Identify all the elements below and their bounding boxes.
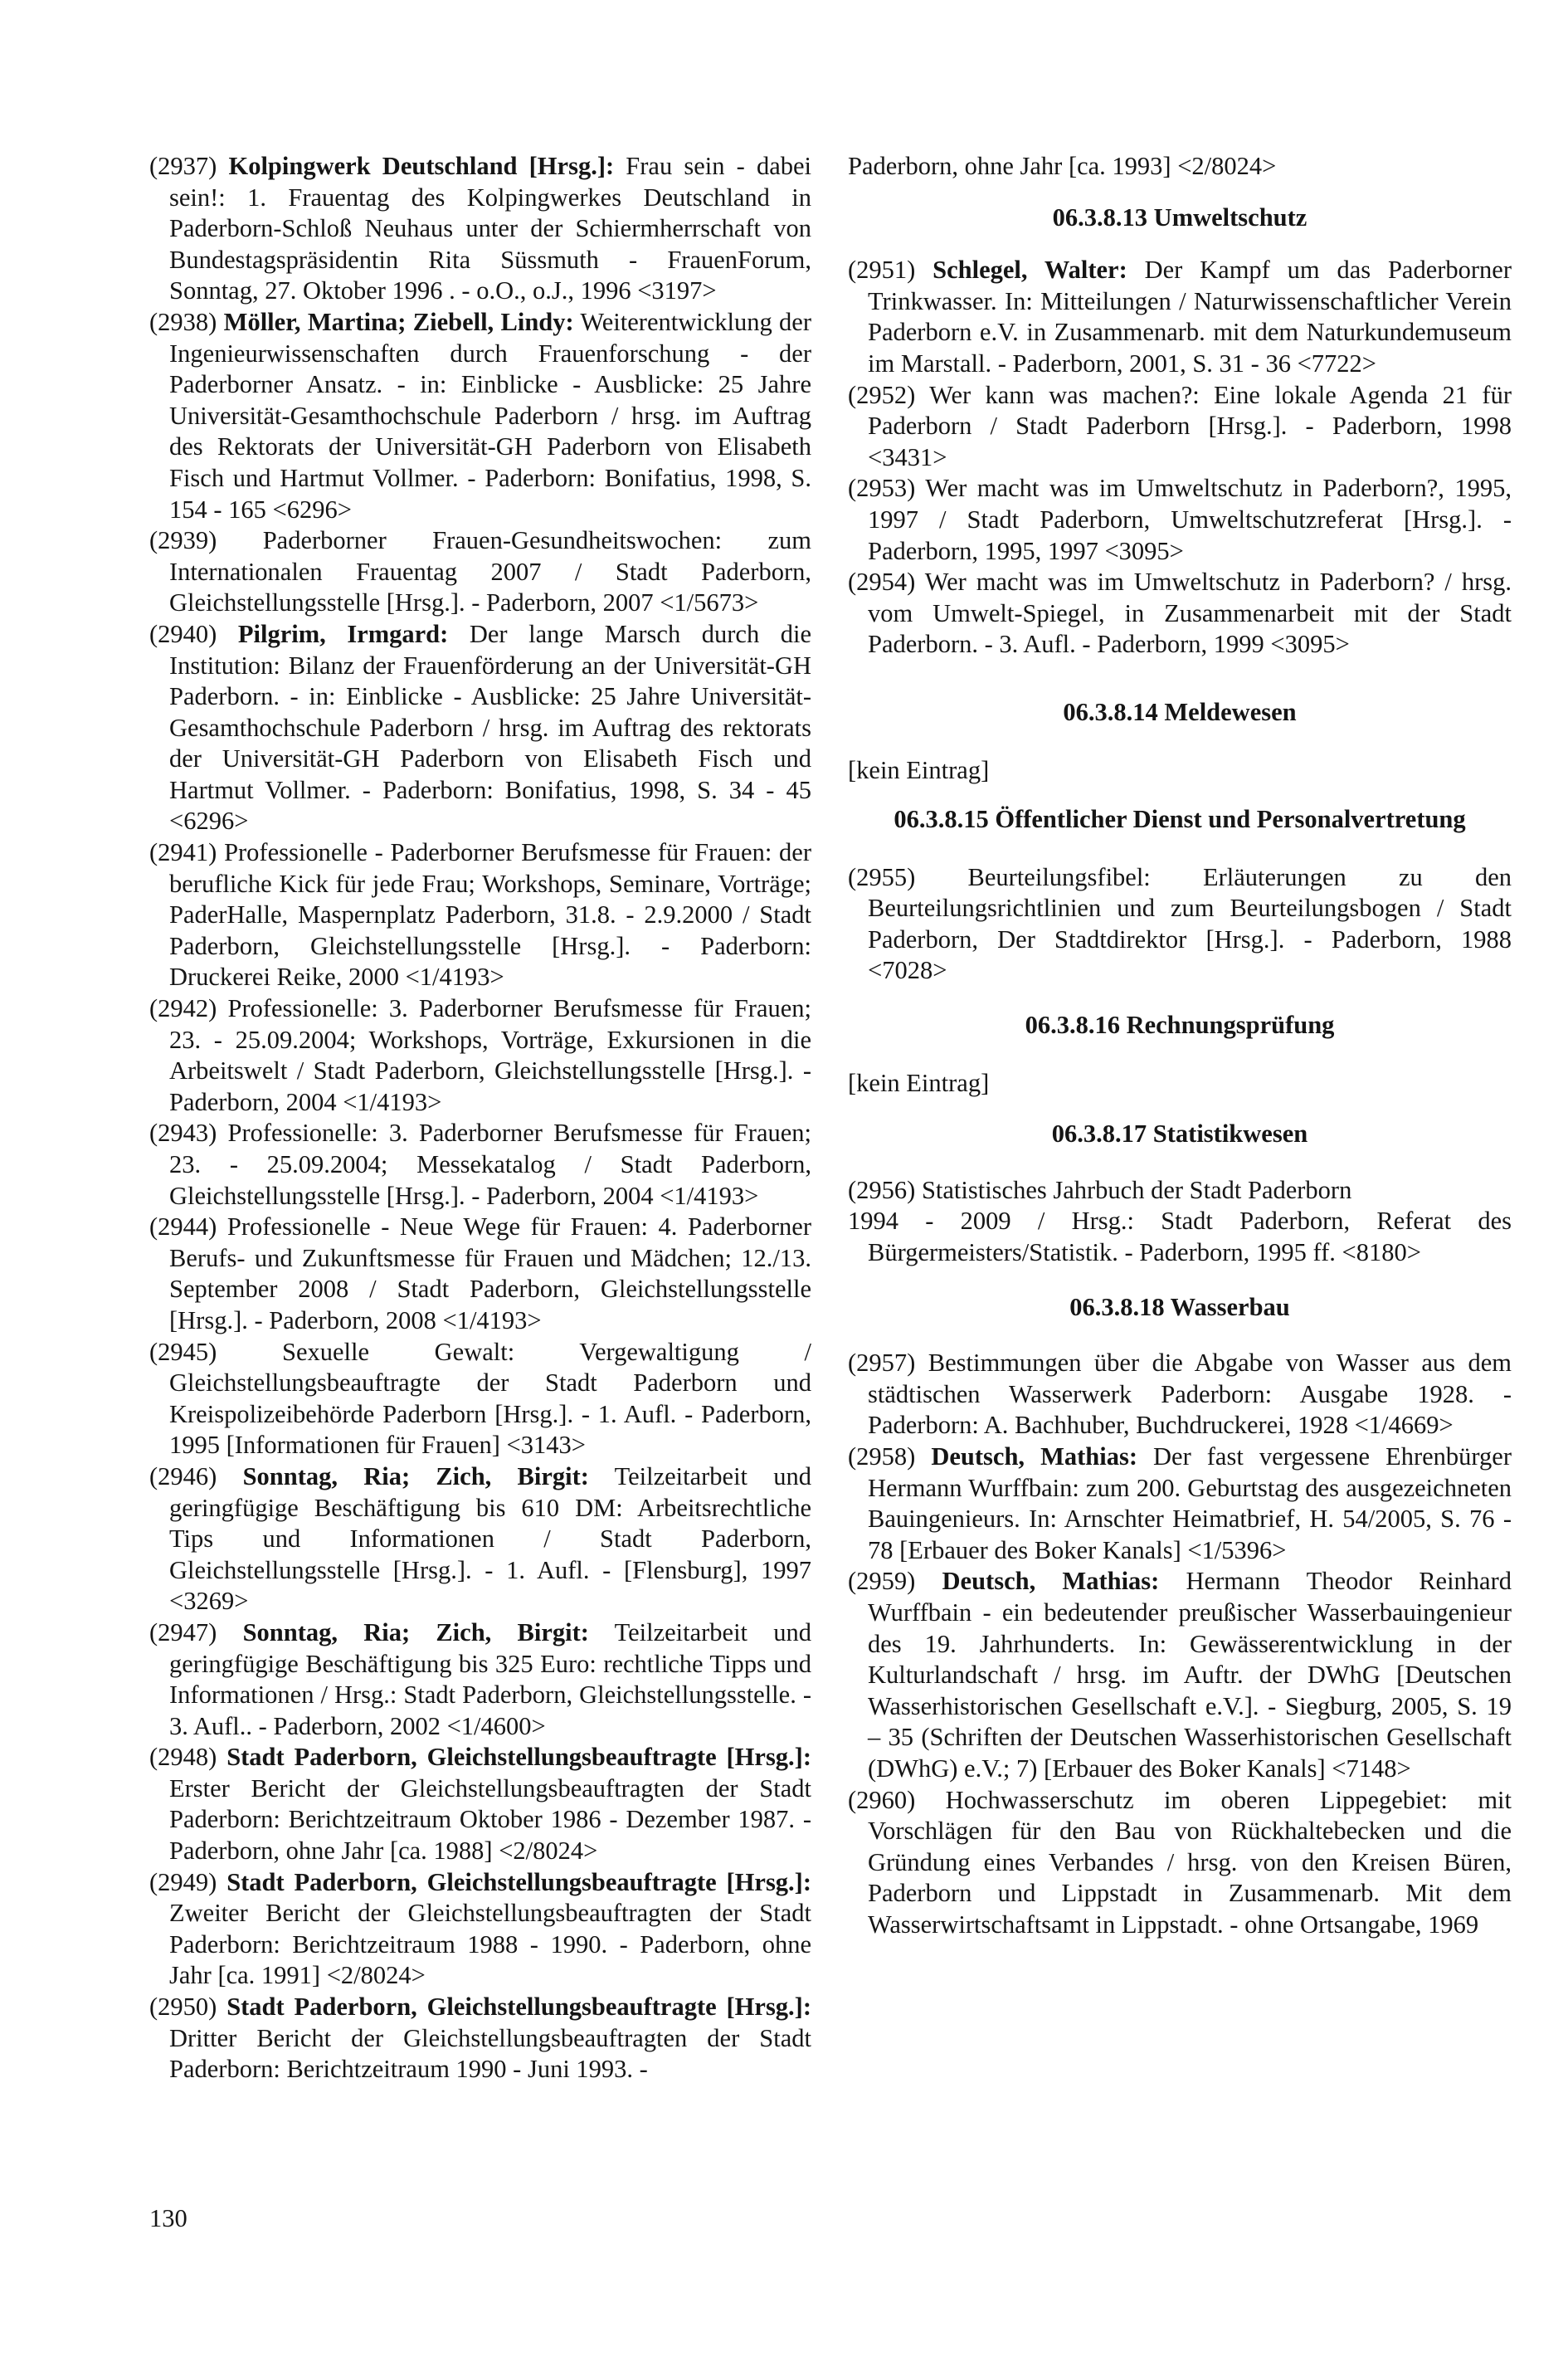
entry-2937: (2937) Kolpingwerk Deutschland [Hrsg.]: Frau sein - dabei sein!: 1. Frauentag des Kolpingwerkes Deutschland in Paderborn-Schloß Neuhaus unter der Schiermherrschaft von Bundestagspräsidentin Rita Süssmuth - FrauenForum, Sonntag, 27. Oktober 1996 . - o.O., o.J., 1996 <3197> (149, 152, 811, 305)
continuation-2950: Paderborn, ohne Jahr [ca. 1993] <2/8024> (848, 152, 1277, 180)
entry-2956-line1: (2956) Statistisches Jahrbuch der Stadt Paderborn (848, 1175, 1352, 1204)
entry-2949: (2949) Stadt Paderborn, Gleichstellungsbeauftragte [Hrsg.]: Zweiter Bericht der Gleichstellungsbeauftragten der Stadt Paderborn: Berichtzeitraum 1988 - 1990. - Paderborn, ohne Jahr [ca. 1991] <2/8024> (149, 1867, 811, 1990)
entry-2939: (2939) Paderborner Frauen-Gesundheitswochen: zum Internationalen Frauentag 2007 / Stadt Paderborn, Gleichstellungsstelle [Hrsg.]. - Paderborn, 2007 <1/5673> (149, 526, 811, 617)
entry-2960: (2960) Hochwasserschutz im oberen Lippegebiet: mit Vorschlägen für den Bau von Rückhaltebecken und die Gründung eines Verbandes / hrsg. von den Kreisen Büren, Paderborn und Lippstadt in Zusammenarb. Mit dem Wasserwirtschaftsamt in Lippstadt. - ohne Ortsangabe, 1969 (848, 1785, 1512, 1939)
entry-2957: (2957) Bestimmungen über die Abgabe von Wasser aus dem städtischen Wasserwerk Paderborn: Ausgabe 1928. - Paderborn: A. Bachhuber, Buchdruckerei, 1928 <1/4669> (848, 1349, 1512, 1440)
heading-oeffentlicher-dienst: 06.3.8.15 Öffentlicher Dienst und Personalvertretung (894, 805, 1466, 834)
page-number: 130 (149, 2204, 187, 2232)
note-kein-eintrag-16: [kein Eintrag] (848, 1068, 990, 1097)
entry-2951: (2951) Schlegel, Walter: Der Kampf um das Paderborner Trinkwasser. In: Mitteilungen / Naturwissenschaftlicher Verein Paderborn e.V. in Zusammenarb. mit dem Naturkundemuseum im Marstall. - Paderborn, 2001, S. 31 - 36 <7722> (848, 256, 1512, 378)
entry-2945: (2945) Sexuelle Gewalt: Vergewaltigung / Gleichstellungsbeauftragte der Stadt Paderborn und Kreispolizeibehörde Paderborn [Hrsg.]. - 1. Aufl. - Paderborn, 1995 [Informationen für Frauen] <3143> (149, 1337, 811, 1460)
heading-umweltschutz: 06.3.8.13 Umweltschutz (1052, 202, 1307, 232)
heading-wasserbau: 06.3.8.18 Wasserbau (1069, 1292, 1290, 1321)
entry-2958: (2958) Deutsch, Mathias: Der fast vergessene Ehrenbürger Hermann Wurffbain: zum 200. Geburtstag des ausgezeichneten Bauingenieurs. In: Arnschter Heimatbrief, H. 54/2005, S. 76 - 78 [Erbauer des Boker Kanals] <1/5396> (848, 1442, 1512, 1564)
entry-2947: (2947) Sonntag, Ria; Zich, Birgit: Teilzeitarbeit und geringfügige Beschäftigung bis 325 Euro: rechtliche Tipps und Informationen / Hrsg.: Stadt Paderborn, Gleichstellungsstelle. - 3. Aufl.. - Paderborn, 2002 <1/4600> (149, 1617, 811, 1740)
entry-2950: (2950) Stadt Paderborn, Gleichstellungsbeauftragte [Hrsg.]: Dritter Bericht der Gleichstellungsbeauftragten der Stadt Paderborn: Berichtzeitraum 1990 - Juni 1993. - (149, 1993, 811, 2084)
entry-2959: (2959) Deutsch, Mathias: Hermann Theodor Reinhard Wurffbain - ein bedeutender preußischer Wasserbauingenieur des 19. Jahrhunderts. In: Gewässerentwicklung in der Kulturlandschaft / hrsg. im Auftr. der DWhG [Deutschen Wasserhistorischen Gesellschaft e.V.]. - Siegburg, 2005, S. 19 – 35 (Schriften der Deutschen Wasserhistorischen Gesellschaft (DWhG) e.V.; 7) [Erbauer des Boker Kanals] <7148> (848, 1567, 1512, 1783)
entry-2953: (2953) Wer macht was im Umweltschutz in Paderborn?, 1995, 1997 / Stadt Paderborn, Umweltschutzreferat [Hrsg.]. - Paderborn, 1995, 1997 <3095> (848, 474, 1512, 565)
entry-2938: (2938) Möller, Martina; Ziebell, Lindy: Weiterentwicklung der Ingenieurwissenschaften durch Frauenforschung - der Paderborner Ansatz. - in: Einblicke - Ausblicke: 25 Jahre Universität-Gesamthochschule Paderborn / hrsg. im Auftrag des Rektorats der Universität-GH Paderborn von Elisabeth Fisch und Hartmut Vollmer. - Paderborn: Bonifatius, 1998, S. 154 - 165 <6296> (149, 307, 811, 524)
heading-rechnungspruefung: 06.3.8.16 Rechnungsprüfung (1025, 1011, 1335, 1040)
entry-2946: (2946) Sonntag, Ria; Zich, Birgit: Teilzeitarbeit und geringfügige Beschäftigung bis 610 DM: Arbeitsrechtliche Tips und Informationen / Stadt Paderborn, Gleichstellungsstelle [Hrsg.]. - 1. Aufl. - [Flensburg], 1997 <3269> (149, 1461, 811, 1616)
entry-2942: (2942) Professionelle: 3. Paderborner Berufsmesse für Frauen; 23. - 25.09.2004; Workshops, Vorträge, Exkursionen in die Arbeitswelt / Stadt Paderborn, Gleichstellungsstelle [Hrsg.]. - Paderborn, 2004 <1/4193> (149, 994, 811, 1116)
entry-2943: (2943) Professionelle: 3. Paderborner Berufsmesse für Frauen; 23. - 25.09.2004; Messekatalog / Stadt Paderborn, Gleichstellungsstelle [Hrsg.]. - Paderborn, 2004 <1/4193> (149, 1119, 811, 1210)
entry-2940: (2940) Pilgrim, Irmgard: Der lange Marsch durch die Institution: Bilanz der Frauenförderung an der Universität-GH Paderborn. - in: Einblicke - Ausblicke: 25 Jahre Universität-Gesamthochschule Paderborn / hrsg. im Auftrag des rektorats der Universität-GH Paderborn von Elisabeth Fisch und Hartmut Vollmer. - Paderborn: Bonifatius, 1998, S. 34 - 45 <6296> (149, 619, 812, 836)
entry-2955: (2955) Beurteilungsfibel: Erläuterungen zu den Beurteilungsrichtlinien und zum Beurteilungsbogen / Stadt Paderborn, Der Stadtdirektor [Hrsg.]. - Paderborn, 1988 <7028> (848, 862, 1512, 985)
entry-2948: (2948) Stadt Paderborn, Gleichstellungsbeauftragte [Hrsg.]: Erster Bericht der Gleichstellungsbeauftragten der Stadt Paderborn: Berichtzeitraum Oktober 1986 - Dezember 1987. - Paderborn, ohne Jahr [ca. 1988] <2/8024> (149, 1743, 811, 1866)
entry-2954: (2954) Wer macht was im Umweltschutz in Paderborn? / hrsg. vom Umwelt-Spiegel, in Zusammenarbeit mit der Stadt Paderborn. - 3. Aufl. - Paderborn, 1999 <3095> (848, 568, 1512, 659)
heading-meldewesen: 06.3.8.14 Meldewesen (1063, 697, 1297, 726)
entry-2952: (2952) Wer kann was machen?: Eine lokale Agenda 21 für Paderborn / Stadt Paderborn [Hrsg.]. - Paderborn, 1998 <3431> (848, 380, 1512, 471)
entry-2956-line2: 1994 - 2009 / Hrsg.: Stadt Paderborn, Referat des Bürgermeisters/Statistik. - Paderborn, 1995 ff. <8180> (848, 1207, 1512, 1267)
heading-statistikwesen: 06.3.8.17 Statistikwesen (1051, 1120, 1308, 1149)
left-column (149, 151, 811, 2085)
right-column (848, 151, 1512, 1941)
entry-2941: (2941) Professionelle - Paderborner Berufsmesse für Frauen: der berufliche Kick für jede Frau; Workshops, Seminare, Vorträge; PaderHalle, Maspernplatz Paderborn, 31.8. - 2.9.2000 / Stadt Paderborn, Gleichstellungsstelle [Hrsg.]. - Paderborn: Druckerei Reike, 2000 <1/4193> (149, 838, 811, 992)
entry-2944: (2944) Professionelle - Neue Wege für Frauen: 4. Paderborner Berufs- und Zukunftsmesse für Frauen und Mädchen; 12./13. September 2008 / Stadt Paderborn, Gleichstellungsstelle [Hrsg.]. - Paderborn, 2008 <1/4193> (149, 1212, 811, 1334)
note-kein-eintrag-14: [kein Eintrag] (848, 755, 990, 784)
